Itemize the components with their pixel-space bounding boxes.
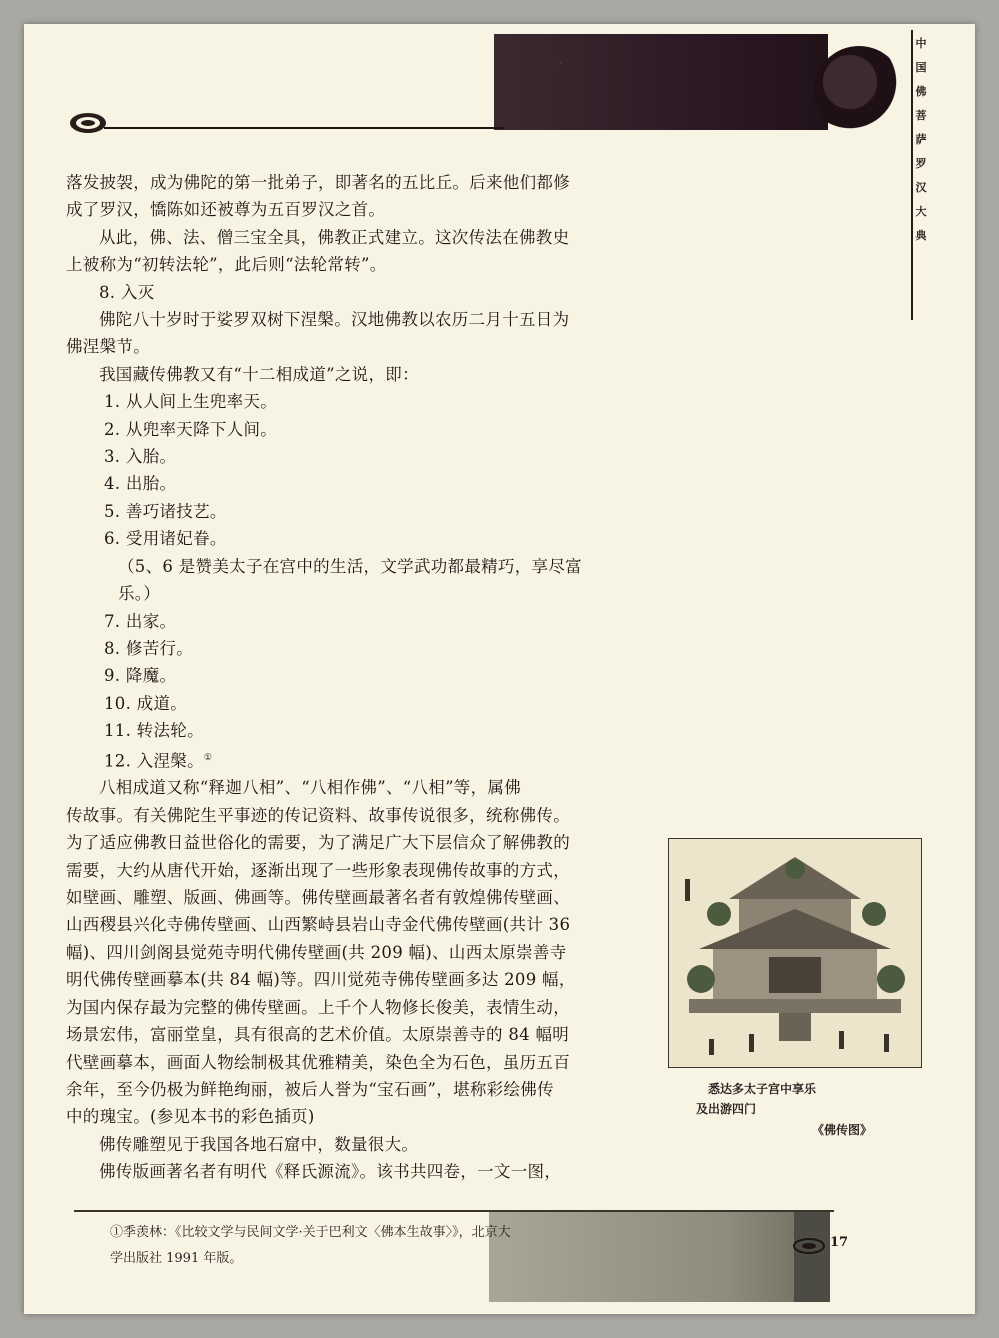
figure-caption-line1: 悉达多太子宫中享乐 [708,1082,817,1096]
text-line: 佛陀八十岁时于娑罗双树下涅槃。汉地佛教以农历二月十五日为 [99,310,570,330]
text-line: 如壁画、雕塑、版画、佛画等。佛传壁画最著名者有敦煌佛传壁画、 [66,888,570,908]
footer-dark-strip [794,1212,830,1302]
footnote-line1: ①季羡林：《比较文学与民间文学·关于巴利文〈佛本生故事〉》，北京大 [110,1225,511,1240]
illustration-palace [668,838,922,1068]
list-item: 6. 受用诸妃眷。 [104,529,227,549]
list-item: 4. 出胎。 [104,474,177,494]
footnote-marker: ① [203,752,213,763]
text-line: 从此，佛、法、僧三宝全具，佛教正式建立。这次传法在佛教史 [99,227,570,247]
list-item: 5. 善巧诸技艺。 [104,501,227,521]
text-line: 成了罗汉，憍陈如还被尊为五百罗汉之首。 [66,200,386,220]
text-line: 8. 入灭 [99,282,155,302]
text-line: 为国内保存最为完整的佛传壁画。上千个人物修长俊美，表情生动， [66,997,570,1017]
footer-cloud-icon [792,1237,826,1255]
vertical-title-char: 汉 [915,181,927,194]
list-item: 10. 成道。 [104,693,188,713]
text-line: 传故事。有关佛陀生平事迹的传记资料、故事传说很多，统称佛传。 [66,805,570,825]
figure-caption [696,1079,900,1119]
text-line: 山西稷县兴化寺佛传壁画、山西繁峙县岩山寺金代佛传壁画(共计 36 [66,915,571,935]
vertical-title-char: 罗 [915,157,927,170]
vertical-title-char: 萨 [915,133,927,146]
text-line: 佛涅槃节。 [66,337,150,357]
footnote-line2: 学出版社 1991 年版。 [110,1251,243,1266]
list-item: 3. 入胎。 [104,447,177,467]
header-rule [104,127,504,129]
body-text [66,169,656,1186]
text-line: 为了适应佛教日益世俗化的需要，为了满足广大下层信众了解佛教的 [66,833,570,853]
header-cloud-ornament [814,46,904,136]
vertical-title-char: 中 [915,37,927,50]
book-page [24,24,975,1314]
list-item: 11. 转法轮。 [104,721,204,741]
vertical-title-char: 菩 [915,109,927,122]
text-line: 明代佛传壁画摹本(共 84 幅)等。四川觉苑寺佛传壁画多达 209 幅， [66,970,576,990]
page-number: 17 [830,1235,849,1250]
list-item: 12. 入涅槃。① [104,751,213,771]
text-line: 佛传版画著名者有明代《释氏源流》。该书共四卷，一文一图， [99,1162,562,1182]
text-line: 八相成道又称“释迦八相”、“八相作佛”、“八相”等，属佛 [99,778,522,798]
palace-illustration-icon [669,839,921,1067]
vertical-title-char: 大 [915,205,927,218]
text-line: 中的瑰宝。(参见本书的彩色插页) [66,1107,315,1127]
text-line: 乐。） [118,584,161,604]
text-line: 幅)、四川剑阁县觉苑寺明代佛传壁画(共 209 幅)、山西太原崇善寺 [66,942,567,962]
header-decoration-band [494,34,828,130]
figure-caption-line2: 及出游四门 [696,1102,757,1116]
text-line: 代壁画摹本，画面人物绘制极其优雅精美，染色全为石色，虽历五百 [66,1052,570,1072]
text-line: 余年，至今仍极为鲜艳绚丽，被后人誉为“宝石画”，堪称彩绘佛传 [66,1079,554,1099]
cloud-icon [68,110,108,136]
vertical-title-char: 国 [915,61,927,74]
text-line: 场景宏伟，富丽堂皇，具有很高的艺术价值。太原崇善寺的 84 幅明 [66,1025,570,1045]
list-item: 8. 修苦行。 [104,638,194,658]
text-line: 佛传雕塑见于我国各地石窟中，数量很大。 [99,1134,419,1154]
text-line: 我国藏传佛教又有“十二相成道”之说，即： [99,364,419,384]
text-line: 需要，大约从唐代开始，逐渐出现了一些形象表现佛传故事的方式， [66,860,570,880]
vertical-title-char: 佛 [915,85,927,98]
text-line: 落发披袈，成为佛陀的第一批弟子，即著名的五比丘。后来他们都修 [66,173,570,192]
list-item: 7. 出家。 [104,611,177,631]
vertical-book-title [912,32,930,248]
text-line: 上被称为“初转法轮”，此后则“法轮常转”。 [66,255,387,275]
figure-source: 《佛传图》 [812,1123,873,1137]
list-item: 9. 降魔。 [104,666,177,686]
list-item: 2. 从兜率天降下人间。 [104,419,278,439]
footnote [110,1220,670,1272]
text-line: （5、6 是赞美太子在宫中的生活，文学武功都最精巧，享尽富 [118,556,582,576]
vertical-title-char: 典 [915,229,927,242]
list-item: 1. 从人间上生兜率天。 [104,392,278,412]
